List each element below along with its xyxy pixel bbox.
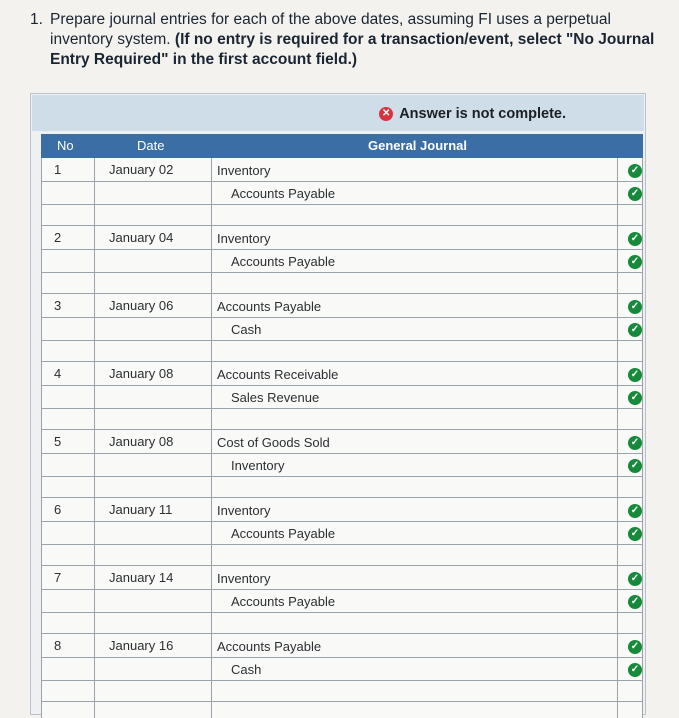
journal-entry-row xyxy=(41,498,643,566)
entry-date[interactable]: January 08 xyxy=(109,434,174,449)
grid-line xyxy=(41,408,643,409)
grid-line xyxy=(41,181,643,182)
journal-entry-row xyxy=(41,158,643,226)
entry-number: 1 xyxy=(54,162,62,177)
entry-date[interactable]: January 11 xyxy=(109,502,173,517)
journal-entry-row xyxy=(41,294,643,362)
debit-account[interactable]: Accounts Payable xyxy=(217,639,322,654)
debit-account[interactable]: Inventory xyxy=(217,503,271,518)
column-header-date: Date xyxy=(137,138,165,153)
answer-status xyxy=(379,106,566,122)
entry-number: 3 xyxy=(54,298,62,313)
grid-line xyxy=(41,317,643,318)
grid-line xyxy=(41,521,643,522)
check-circle-icon: ✓ xyxy=(628,459,642,473)
check-circle-icon: ✓ xyxy=(628,504,642,518)
entry-number: 8 xyxy=(54,638,62,653)
check-circle-icon: ✓ xyxy=(628,187,642,201)
entry-number: 4 xyxy=(54,366,62,381)
entry-date[interactable]: January 16 xyxy=(109,638,174,653)
entry-number: 7 xyxy=(54,570,62,585)
debit-account[interactable]: Inventory xyxy=(217,571,271,586)
check-circle-icon: ✓ xyxy=(628,368,642,382)
debit-account[interactable]: Cost of Goods Sold xyxy=(217,435,330,450)
credit-account[interactable]: Accounts Payable xyxy=(231,526,336,541)
status-banner xyxy=(32,95,644,131)
grid-line xyxy=(41,204,643,205)
grid-line xyxy=(41,544,643,545)
question-prompt xyxy=(30,10,660,70)
grid-line xyxy=(41,453,643,454)
entry-date[interactable]: January 04 xyxy=(109,230,174,245)
journal-table xyxy=(41,158,643,718)
credit-account[interactable]: Accounts Payable xyxy=(231,254,336,269)
answer-status-text: Answer is not complete. xyxy=(399,106,566,122)
entry-date[interactable]: January 14 xyxy=(109,570,174,585)
grid-line xyxy=(41,680,643,681)
entry-number: 6 xyxy=(54,502,62,517)
credit-account[interactable]: Cash xyxy=(231,322,262,337)
entry-date[interactable]: January 02 xyxy=(109,162,174,177)
credit-account[interactable]: Sales Revenue xyxy=(231,390,320,405)
check-circle-icon: ✓ xyxy=(628,595,642,609)
grid-line xyxy=(41,701,643,702)
question-text xyxy=(30,10,660,70)
check-circle-icon: ✓ xyxy=(628,391,642,405)
question-instructions: Prepare journal entries for each of the above dates, assuming FI uses a perpetual inventory system. xyxy=(50,11,611,48)
debit-account[interactable]: Accounts Payable xyxy=(217,299,322,314)
check-circle-icon: ✓ xyxy=(628,572,642,586)
grid-line xyxy=(41,385,643,386)
check-circle-icon: ✓ xyxy=(628,255,642,269)
check-circle-icon: ✓ xyxy=(628,663,642,677)
entry-number: 5 xyxy=(54,434,62,449)
table-header xyxy=(41,134,643,158)
grid-line xyxy=(41,272,643,273)
entry-number: 2 xyxy=(54,230,62,245)
credit-account[interactable]: Inventory xyxy=(231,458,285,473)
credit-account[interactable]: Cash xyxy=(231,662,262,677)
check-circle-icon: ✓ xyxy=(628,436,642,450)
check-circle-icon: ✓ xyxy=(628,527,642,541)
debit-account[interactable]: Inventory xyxy=(217,231,271,246)
check-circle-icon: ✓ xyxy=(628,164,642,178)
check-circle-icon: ✓ xyxy=(628,640,642,654)
column-header-general-journal: General Journal xyxy=(368,138,467,153)
journal-entry-row xyxy=(41,226,643,294)
question-note: (If no entry is required for a transaction/event, select "No Journal Entry Required" in the first account field.) xyxy=(50,31,655,68)
grid-line xyxy=(41,589,643,590)
journal-entry-row xyxy=(41,566,643,634)
grid-line xyxy=(41,340,643,341)
journal-entry-row xyxy=(41,634,643,702)
journal-entry-row xyxy=(41,430,643,498)
journal-entry-row xyxy=(41,362,643,430)
debit-account[interactable]: Accounts Receivable xyxy=(217,367,339,382)
credit-account[interactable]: Accounts Payable xyxy=(231,594,336,609)
question-number: 1. xyxy=(30,11,43,28)
grid-line xyxy=(41,476,643,477)
grid-line xyxy=(41,249,643,250)
check-circle-icon: ✓ xyxy=(628,323,642,337)
entry-date[interactable]: January 06 xyxy=(109,298,174,313)
journal-panel xyxy=(30,93,646,715)
grid-line xyxy=(41,657,643,658)
check-circle-icon: ✓ xyxy=(628,300,642,314)
entry-date[interactable]: January 08 xyxy=(109,366,174,381)
x-circle-icon: ✕ xyxy=(379,107,393,121)
debit-account[interactable]: Inventory xyxy=(217,163,271,178)
grid-line xyxy=(41,612,643,613)
check-circle-icon: ✓ xyxy=(628,232,642,246)
column-header-no: No xyxy=(57,138,74,153)
credit-account[interactable]: Accounts Payable xyxy=(231,186,336,201)
